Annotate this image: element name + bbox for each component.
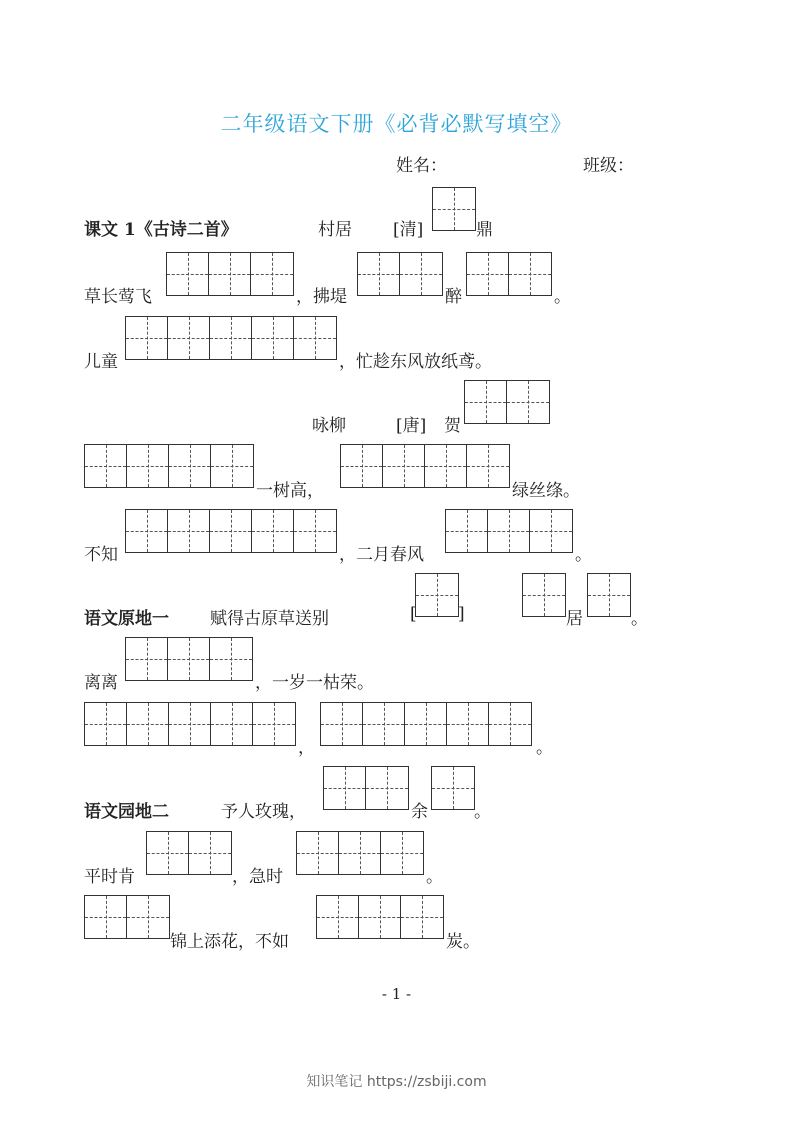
answer-blank[interactable] xyxy=(146,831,232,875)
line-text: 予人玫瑰， xyxy=(221,802,306,822)
line-text: 一树高， xyxy=(256,481,324,501)
line-text: ，急时 xyxy=(232,867,283,887)
line-text: 儿童 xyxy=(84,352,118,372)
line-text: 草长莺飞 xyxy=(84,287,152,307)
answer-blank[interactable] xyxy=(166,252,294,296)
answer-blank[interactable] xyxy=(316,895,444,939)
answer-blank[interactable] xyxy=(84,702,296,746)
line-text: 不知 xyxy=(84,545,118,565)
dynasty-blank[interactable] xyxy=(415,573,459,617)
poem-title-cao: 赋得古原草送别 xyxy=(210,609,329,629)
line-text: 。 xyxy=(575,545,592,565)
name-label: 姓名： xyxy=(396,156,447,176)
line-text: ， xyxy=(298,738,315,758)
answer-blank[interactable] xyxy=(296,831,424,875)
author-blank[interactable] xyxy=(464,380,550,424)
garden-2-heading: 语文园地二 xyxy=(84,802,169,822)
author-tail: 鼎 xyxy=(476,220,493,240)
answer-blank[interactable] xyxy=(125,316,337,360)
answer-blank[interactable] xyxy=(357,252,443,296)
page-number: - 1 - xyxy=(381,985,412,1003)
line-text: ，拂堤 xyxy=(296,287,347,307)
line-text: ，二月春风 xyxy=(339,545,424,565)
author-blank[interactable] xyxy=(587,573,631,617)
bracket-close: ] xyxy=(458,604,465,624)
poem-dynasty: [唐] xyxy=(396,416,427,436)
lesson-1-heading: 课文 1《古诗二首》 xyxy=(84,220,238,240)
poem-dynasty: [清] xyxy=(393,220,424,240)
line-text: 。 xyxy=(554,287,571,307)
line-text: 锦上添花，不如 xyxy=(170,932,289,952)
footer-watermark: 知识笔记 https://zsbiji.com xyxy=(306,1074,487,1090)
answer-blank[interactable] xyxy=(323,766,409,810)
answer-blank[interactable] xyxy=(320,702,532,746)
line-text: 平时肯 xyxy=(84,867,135,887)
line-text: 。 xyxy=(474,802,491,822)
answer-blank[interactable] xyxy=(445,509,573,553)
author-blank[interactable] xyxy=(522,573,566,617)
answer-blank[interactable] xyxy=(340,444,510,488)
author-head: 贺 xyxy=(444,416,461,436)
line-text: 炭。 xyxy=(446,932,480,952)
line-text: 醉 xyxy=(445,287,462,307)
class-label: 班级： xyxy=(583,156,634,176)
author-mid: 居 xyxy=(566,609,583,629)
answer-blank[interactable] xyxy=(84,444,254,488)
poem-title-yongliu: 咏柳 xyxy=(312,416,346,436)
author-end: 。 xyxy=(631,609,648,629)
line-text: ，一岁一枯荣。 xyxy=(255,673,374,693)
bracket-open: [ xyxy=(410,604,417,624)
garden-1-heading: 语文原地一 xyxy=(84,609,169,629)
answer-blank[interactable] xyxy=(125,509,337,553)
answer-blank[interactable] xyxy=(466,252,552,296)
line-text: 。 xyxy=(426,867,443,887)
answer-blank[interactable] xyxy=(125,637,253,681)
line-text: ，忙趁东风放纸鸢。 xyxy=(339,352,492,372)
answer-blank[interactable] xyxy=(431,766,475,810)
line-text: 离离 xyxy=(84,673,118,693)
author-blank[interactable] xyxy=(432,187,476,231)
poem-title-cunju: 村居 xyxy=(318,220,352,240)
line-text: 余 xyxy=(411,802,428,822)
line-text: 。 xyxy=(536,738,553,758)
document-title: 二年级语文下册《必背必默写填空》 xyxy=(220,112,573,136)
line-text: 绿丝绦。 xyxy=(512,481,580,501)
answer-blank[interactable] xyxy=(84,895,170,939)
